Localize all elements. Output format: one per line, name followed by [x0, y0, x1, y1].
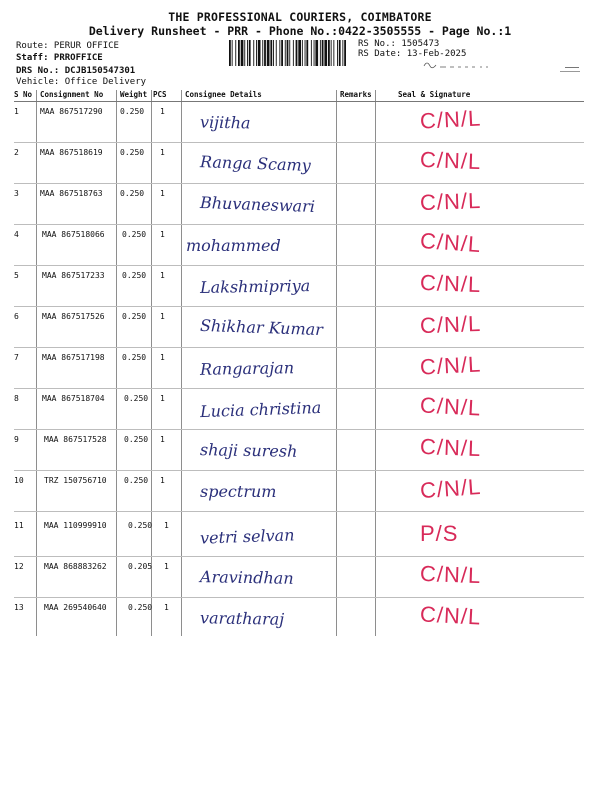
- serial-number: 2: [14, 148, 19, 157]
- weight-value: 0.250: [124, 476, 149, 485]
- pcs-value: 1: [160, 312, 165, 321]
- pcs-value: 1: [160, 148, 165, 157]
- barcode-bar: [267, 40, 270, 66]
- weight-value: 0.250: [122, 230, 147, 239]
- serial-number: 1: [14, 107, 19, 116]
- row-divider: [14, 556, 584, 557]
- barcode-bar: [232, 40, 233, 66]
- barcode-bar: [238, 40, 240, 66]
- barcode-bar: [322, 40, 324, 66]
- column-header: S No: [14, 90, 33, 99]
- seal-signature-mark: C/N/L: [419, 392, 482, 421]
- barcode-bar: [287, 40, 289, 66]
- seal-signature-mark: C/N/L: [419, 269, 482, 298]
- consignment-number: MAA 867518763: [40, 189, 103, 198]
- column-header: Consignee Details: [185, 90, 262, 99]
- consignment-number: MAA 868883262: [44, 562, 107, 571]
- column-header: Remarks: [340, 90, 372, 99]
- consignee-handwritten-name: Lakshmipriya: [199, 276, 311, 297]
- staff-label: Staff: PRROFFICE: [16, 53, 103, 63]
- barcode-bar: [342, 40, 343, 66]
- pcs-value: 1: [160, 189, 165, 198]
- rs-number: RS No.: 1505473: [358, 39, 440, 49]
- barcode-bar: [320, 40, 321, 66]
- consignment-number: MAA 867517526: [42, 312, 105, 321]
- serial-number: 10: [14, 476, 24, 485]
- consignee-handwritten-name: Ranga Scamy: [199, 152, 312, 175]
- barcode-bar: [258, 40, 261, 66]
- weight-value: 0.205: [128, 562, 153, 571]
- serial-number: 9: [14, 435, 19, 444]
- pcs-value: 1: [160, 230, 165, 239]
- barcode-bar: [339, 40, 341, 66]
- barcode-bar: [276, 40, 277, 66]
- serial-number: 7: [14, 353, 19, 362]
- consignee-handwritten-name: vijitha: [199, 112, 251, 133]
- weight-value: 0.250: [120, 189, 145, 198]
- pcs-value: 1: [164, 603, 169, 612]
- barcode-bar: [302, 40, 303, 66]
- seal-signature-mark: C/N/L: [419, 187, 482, 216]
- seal-signature-mark: C/N/L: [419, 310, 482, 339]
- barcode-bar: [289, 40, 290, 66]
- consignee-handwritten-name: vetri selvan: [199, 525, 295, 548]
- pcs-value: 1: [164, 562, 169, 571]
- barcode-bar: [315, 40, 318, 66]
- document-subtitle: Delivery Runsheet - PRR - Phone No.:0422-3505555 - Page No.:1: [88, 24, 512, 38]
- barcode-bar: [229, 40, 231, 66]
- consignee-handwritten-name: varatharaj: [199, 608, 285, 629]
- consignment-number: MAA 110999910: [44, 521, 107, 530]
- row-divider: [14, 265, 584, 266]
- seal-signature-mark: C/N/L: [419, 560, 482, 589]
- seal-signature-mark: C/N/L: [419, 601, 482, 630]
- vehicle-label: Vehicle: Office Delivery: [16, 77, 147, 87]
- barcode-bar: [305, 40, 306, 66]
- signature-scribble: [420, 58, 500, 72]
- serial-number: 6: [14, 312, 19, 321]
- consignment-number: MAA 867518619: [40, 148, 103, 157]
- consignee-handwritten-name: Bhuvaneswari: [199, 193, 316, 216]
- pcs-value: 1: [160, 476, 165, 485]
- consignee-handwritten-name: shaji suresh: [199, 440, 298, 461]
- barcode-bar: [256, 40, 257, 66]
- barcode-bar: [249, 40, 251, 66]
- barcode-bar: [344, 40, 346, 66]
- table-row: [0, 599, 600, 644]
- seal-signature-mark: C/N/L: [419, 227, 483, 258]
- barcode-bar: [253, 40, 254, 66]
- weight-value: 0.250: [120, 107, 145, 116]
- pcs-value: 1: [160, 107, 165, 116]
- barcode-bar: [296, 40, 298, 66]
- barcode-bar: [262, 40, 263, 66]
- weight-value: 0.250: [128, 603, 153, 612]
- weight-value: 0.250: [124, 435, 149, 444]
- consignee-handwritten-name: spectrum: [200, 482, 277, 501]
- row-divider: [14, 470, 584, 471]
- serial-number: 5: [14, 271, 19, 280]
- weight-value: 0.250: [124, 394, 149, 403]
- barcode-bar: [311, 40, 312, 66]
- column-header: Consignment No: [40, 90, 104, 99]
- serial-number: 4: [14, 230, 19, 239]
- barcode-bar: [328, 40, 330, 66]
- barcode-bar: [244, 40, 245, 66]
- serial-number: 8: [14, 394, 19, 403]
- barcode-bar: [333, 40, 334, 66]
- pcs-value: 1: [160, 353, 165, 362]
- weight-value: 0.250: [120, 148, 145, 157]
- row-divider: [14, 511, 584, 512]
- consignment-number: TRZ 150756710: [44, 476, 107, 485]
- pcs-value: 1: [160, 271, 165, 280]
- weight-value: 0.250: [122, 353, 147, 362]
- barcode-bar: [306, 40, 308, 66]
- weight-value: 0.250: [128, 521, 153, 530]
- row-divider: [14, 224, 584, 225]
- serial-number: 13: [14, 603, 24, 612]
- barcode-bar: [281, 40, 283, 66]
- barcode-bar: [247, 40, 248, 66]
- pcs-value: 1: [160, 435, 165, 444]
- consignment-number: MAA 867517290: [40, 107, 103, 116]
- consignment-number: MAA 867518066: [42, 230, 105, 239]
- row-divider: [14, 142, 584, 143]
- pcs-value: 1: [160, 394, 165, 403]
- barcode-bar: [337, 40, 338, 66]
- consignee-handwritten-name: Aravindhan: [199, 567, 294, 588]
- weight-value: 0.250: [122, 312, 147, 321]
- barcode-bar: [314, 40, 315, 66]
- row-divider: [14, 347, 584, 348]
- barcode-bar: [270, 40, 272, 66]
- column-header: Weight: [120, 90, 148, 99]
- seal-signature-mark: C/N/L: [419, 105, 482, 134]
- document-title: THE PROFESSIONAL COURIERS, COIMBATORE: [168, 10, 432, 24]
- consignment-number: MAA 269540640: [44, 603, 107, 612]
- barcode-bar: [331, 40, 332, 66]
- barcode-bar: [235, 40, 236, 66]
- row-divider: [14, 306, 584, 307]
- consignee-handwritten-name: Rangarajan: [199, 358, 295, 379]
- serial-number: 11: [14, 521, 24, 530]
- column-header: PCS: [153, 90, 167, 99]
- corner-mark: [560, 71, 580, 72]
- consignment-number: MAA 867518704: [42, 394, 105, 403]
- column-header: Seal & Signature: [398, 90, 471, 99]
- consignment-number: MAA 867517233: [42, 271, 105, 280]
- consignee-handwritten-name: Shikhar Kumar: [199, 315, 324, 340]
- barcode-bar: [293, 40, 294, 66]
- consignee-handwritten-name: mohammed: [186, 236, 281, 255]
- row-divider: [14, 388, 584, 389]
- consignment-number: MAA 867517198: [42, 353, 105, 362]
- seal-signature-mark: C/N/L: [419, 473, 483, 504]
- row-divider: [14, 597, 584, 598]
- drs-label: DRS No.: DCJB150547301: [16, 66, 136, 76]
- consignment-number: MAA 867517528: [44, 435, 107, 444]
- barcode-bar: [264, 40, 266, 66]
- weight-value: 0.250: [122, 271, 147, 280]
- barcode-bar: [273, 40, 274, 66]
- consignee-handwritten-name: Lucia christina: [199, 397, 322, 422]
- header-rule: [14, 101, 584, 102]
- barcode-bar: [279, 40, 280, 66]
- seal-signature-mark: P/S: [420, 521, 459, 546]
- row-divider: [14, 183, 584, 184]
- serial-number: 3: [14, 189, 19, 198]
- route-label: Route: PERUR OFFICE: [16, 41, 119, 51]
- barcode-bar: [285, 40, 286, 66]
- seal-signature-mark: C/N/L: [419, 433, 482, 462]
- seal-signature-mark: C/N/L: [419, 351, 482, 380]
- serial-number: 12: [14, 562, 24, 571]
- barcode-bar: [241, 40, 244, 66]
- corner-mark: [565, 67, 579, 68]
- barcode-bar: [324, 40, 327, 66]
- pcs-value: 1: [164, 521, 169, 530]
- row-divider: [14, 429, 584, 430]
- barcode-bar: [298, 40, 301, 66]
- barcode-image: [228, 40, 348, 66]
- rs-date: RS Date: 13-Feb-2025: [358, 49, 467, 59]
- seal-signature-mark: C/N/L: [419, 146, 482, 175]
